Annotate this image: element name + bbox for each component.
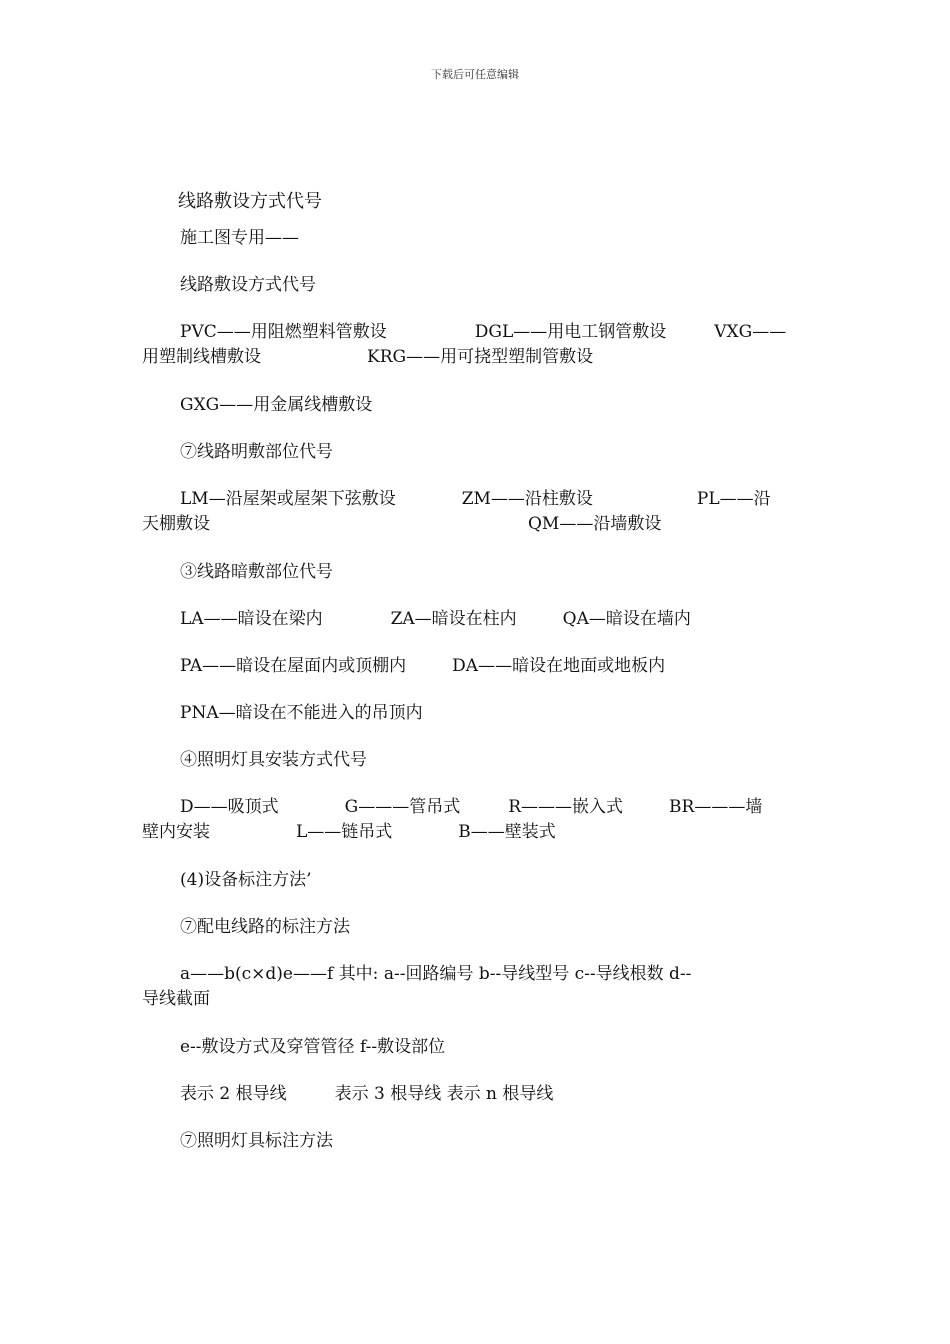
paragraph [142,748,807,773]
text-line [142,512,807,537]
section-title: 线路敷设方式代号 [178,191,322,212]
code-item: DGL——用电工钢管敷设 [474,322,667,342]
code-item: 用塑制线槽敷设 [142,347,261,367]
text-line: PNA—暗设在不能进入的吊顶内 [180,703,423,723]
code-item: ZA—暗设在柱内 [390,609,517,629]
text-line: ④照明灯具安装方式代号 [180,750,367,770]
code-item: ZM——沿柱敷设 [461,489,593,509]
paragraph [142,915,807,940]
code-item: PVC——用阻燃塑料管敷设 [180,322,387,342]
paragraph [142,440,807,465]
code-item: DA——暗设在地面或地板内 [452,656,666,676]
text-line: 线路敷设方式代号 [180,275,316,295]
paragraph [142,701,807,726]
code-item: G———管吊式 [344,797,461,817]
text-line: ⑦照明灯具标注方法 [180,1131,333,1151]
paragraph [142,273,807,298]
code-item: D——吸顶式 [180,797,279,817]
paragraph [142,1082,807,1107]
text-line: ③线路暗敷部位代号 [180,562,333,582]
paragraph [142,1035,807,1060]
text-line: 施工图专用—— [180,228,299,248]
code-item: VXG—— [714,322,787,342]
text-line [142,795,807,820]
text-line [142,320,807,345]
paragraph [142,868,807,893]
text-line: e--敷设方式及穿管管径 f--敷设部位 [180,1037,446,1057]
text-line: ⑦线路明敷部位代号 [180,442,333,462]
code-item: 天棚敷设 [142,514,210,534]
code-item: R———嵌入式 [508,797,624,817]
code-item: 表示 3 根导线 表示 n 根导线 [334,1084,554,1104]
code-item: 表示 2 根导线 [180,1084,287,1104]
text-line: a——b(c×d)e——f 其中: a--回路编号 b--导线型号 c--导线根数 d-- [180,964,692,984]
paragraph [142,226,807,251]
text-line [142,1082,807,1107]
text-line [142,487,807,512]
paragraph [142,962,807,1012]
text-line [142,345,807,370]
text-line: (4)设备标注方法’ [180,870,312,890]
paragraph [142,654,807,679]
code-item: QA—暗设在墙内 [562,609,691,629]
paragraph [142,393,807,418]
text-line: 导线截面 [142,989,210,1009]
text-line: GXG——用金属线槽敷设 [180,395,373,415]
code-item: PA——暗设在屋面内或顶棚内 [180,656,407,676]
paragraph [142,560,807,585]
code-item: QM——沿墙敷设 [528,514,662,534]
paragraph [142,607,807,632]
code-item: LM—沿屋架或屋架下弦敷设 [180,489,396,509]
text-line [142,820,807,845]
paragraph [142,487,807,537]
code-item: BR———墙 [669,797,763,817]
paragraph [142,1129,807,1154]
code-item: PL——沿 [696,489,771,509]
text-line [142,654,807,679]
paragraph [142,795,807,845]
paragraph [142,320,807,370]
code-item: LA——暗设在梁内 [180,609,323,629]
code-item: 壁内安装 [142,822,210,842]
code-item: KRG——用可挠型塑制管敷设 [367,347,594,367]
page-header: 下载后可任意编辑 [431,68,519,81]
text-line [142,607,807,632]
text-line: ⑦配电线路的标注方法 [180,917,350,937]
code-item: B——壁装式 [458,822,556,842]
code-item: L——链吊式 [296,822,393,842]
